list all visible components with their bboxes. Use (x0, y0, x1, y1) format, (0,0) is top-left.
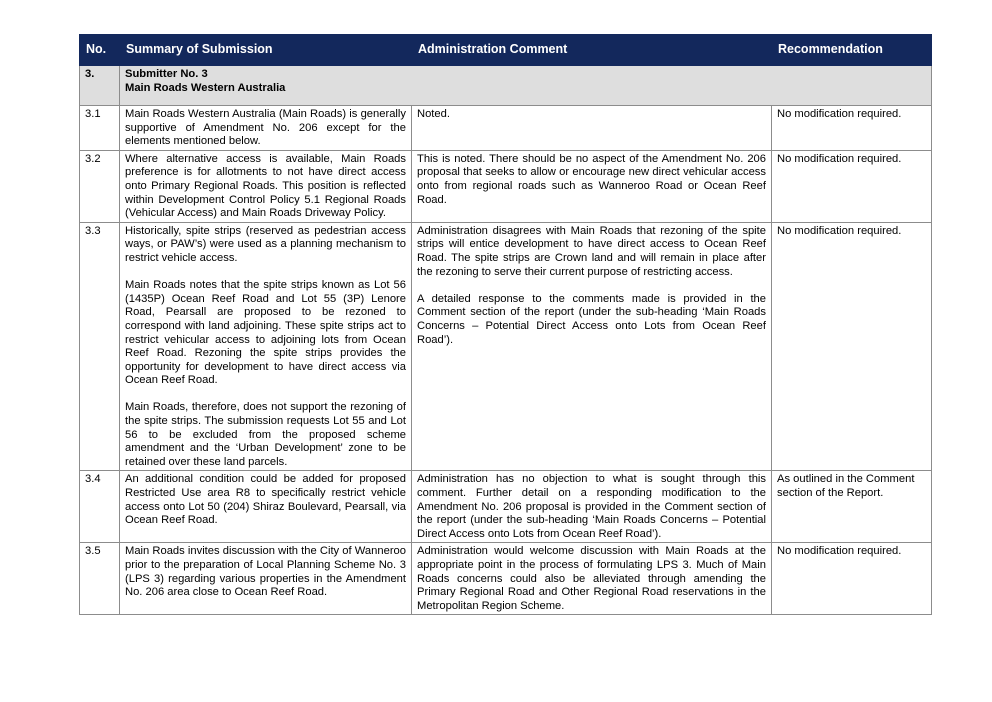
row-recommendation: No modification required. (772, 222, 932, 471)
summary-paragraph: Main Roads, therefore, does not support the rezoning of the spite strips. The submission requests Lot 55 and Lot 56 to be excluded from the proposed scheme amendment and the ‘Urban Development’ zone to be retained over these land parcels. (125, 401, 406, 468)
summary-paragraph: An additional condition could be added for proposed Restricted Use area R8 to specifically restrict vehicle access onto Lot 50 (204) Shiraz Boulevard, Pearsall, via Ocean Reef Road. (125, 473, 406, 527)
row-comment (412, 106, 772, 151)
row-number: 3.4 (80, 471, 120, 543)
table-row (80, 471, 932, 543)
summary-paragraph: Main Roads Western Australia (Main Roads) is generally supportive of Amendment No. 206 except for the elements mentioned below. (125, 108, 406, 148)
row-summary (120, 543, 412, 615)
table-row (80, 543, 932, 615)
summary-paragraph: Main Roads notes that the spite strips known as Lot 56 (1435P) Ocean Reef Road and Lot 55 (3P) Lenore Road, Pearsall are proposed to be rezoned to correspond with land adjoining. These spite strips act to restrict vehicular access to adjoining lots from Ocean Reef Road. Rezoning the spite strips provides the opportunity for development to have direct access via Ocean Reef Road. (125, 279, 406, 387)
row-comment (412, 222, 772, 471)
row-number: 3.2 (80, 150, 120, 222)
comment-paragraph: Administration has no objection to what is sought through this comment. Further detail on a responding modification to the Amendment No. 206 proposal is provided in the Comment section of the report (under the sub-heading ‘Main Roads Concerns – Potential Direct Access onto Lots from Ocean Reef Road’). (417, 473, 766, 540)
comment-paragraph: Administration disagrees with Main Roads that rezoning of the spite strips will entice development to have direct access to Ocean Reef Road. The spite strips are Crown land and will remain in place after the rezoning to serve their current purpose of restricting access. (417, 224, 766, 278)
row-number: 3.5 (80, 543, 120, 615)
comment-paragraph: Administration would welcome discussion with Main Roads at the appropriate point in the process of formulating LPS 3. Much of Main Roads concerns could also be alleviated through amending the Primary Regional Road and Other Regional Road reservations in the Metropolitan Region Scheme. (417, 545, 766, 612)
row-recommendation: No modification required. (772, 543, 932, 615)
submissions-table (79, 34, 932, 615)
row-summary (120, 150, 412, 222)
header-summary: Summary of Submission (120, 35, 412, 66)
row-comment (412, 471, 772, 543)
row-recommendation: No modification required. (772, 150, 932, 222)
section-row (80, 66, 932, 106)
table-row (80, 106, 932, 151)
row-summary (120, 106, 412, 151)
table-row (80, 222, 932, 471)
summary-paragraph: Main Roads invites discussion with the City of Wanneroo prior to the preparation of Local Planning Scheme No. 3 (LPS 3) regarding various properties in the Amendment No. 206 area close to Ocean Reef Road. (125, 545, 406, 599)
summary-paragraph: Historically, spite strips (reserved as pedestrian access ways, or PAW’s) were used as a planning mechanism to restrict vehicle access. (125, 224, 406, 264)
comment-paragraph: Noted. (417, 108, 450, 120)
header-row (80, 35, 932, 66)
row-comment (412, 150, 772, 222)
submitter-organisation: Main Roads Western Australia (125, 81, 286, 94)
comment-paragraph: This is noted. There should be no aspect of the Amendment No. 206 proposal that seeks to allow or encourage new direct vehicular access onto from regional roads such as Wanneroo Road or Ocean Reef Road. (417, 152, 766, 206)
row-recommendation: No modification required. (772, 106, 932, 151)
row-number: 3.1 (80, 106, 120, 151)
row-number: 3.3 (80, 222, 120, 471)
comment-paragraph: A detailed response to the comments made is provided in the Comment section of the report (under the sub-heading ‘Main Roads Concerns – Potential Direct Access onto Lots from Ocean Reef Road’). (417, 292, 766, 346)
summary-paragraph: Where alternative access is available, Main Roads preference is for allotments to not have direct access onto Primary Regional Roads. This position is reflected within Development Control Policy 5.1 Regional Roads (Vehicular Access) and Main Roads Driveway Policy. (125, 152, 406, 220)
row-summary (120, 222, 412, 471)
header-recommendation: Recommendation (772, 35, 932, 66)
row-summary (120, 471, 412, 543)
header-comment: Administration Comment (412, 35, 772, 66)
section-title (120, 66, 932, 106)
header-no: No. (80, 35, 120, 66)
table-row (80, 150, 932, 222)
submitter-number: Submitter No. 3 (125, 68, 208, 80)
section-number: 3. (80, 66, 120, 106)
row-recommendation: As outlined in the Comment section of the Report. (772, 471, 932, 543)
row-comment (412, 543, 772, 615)
